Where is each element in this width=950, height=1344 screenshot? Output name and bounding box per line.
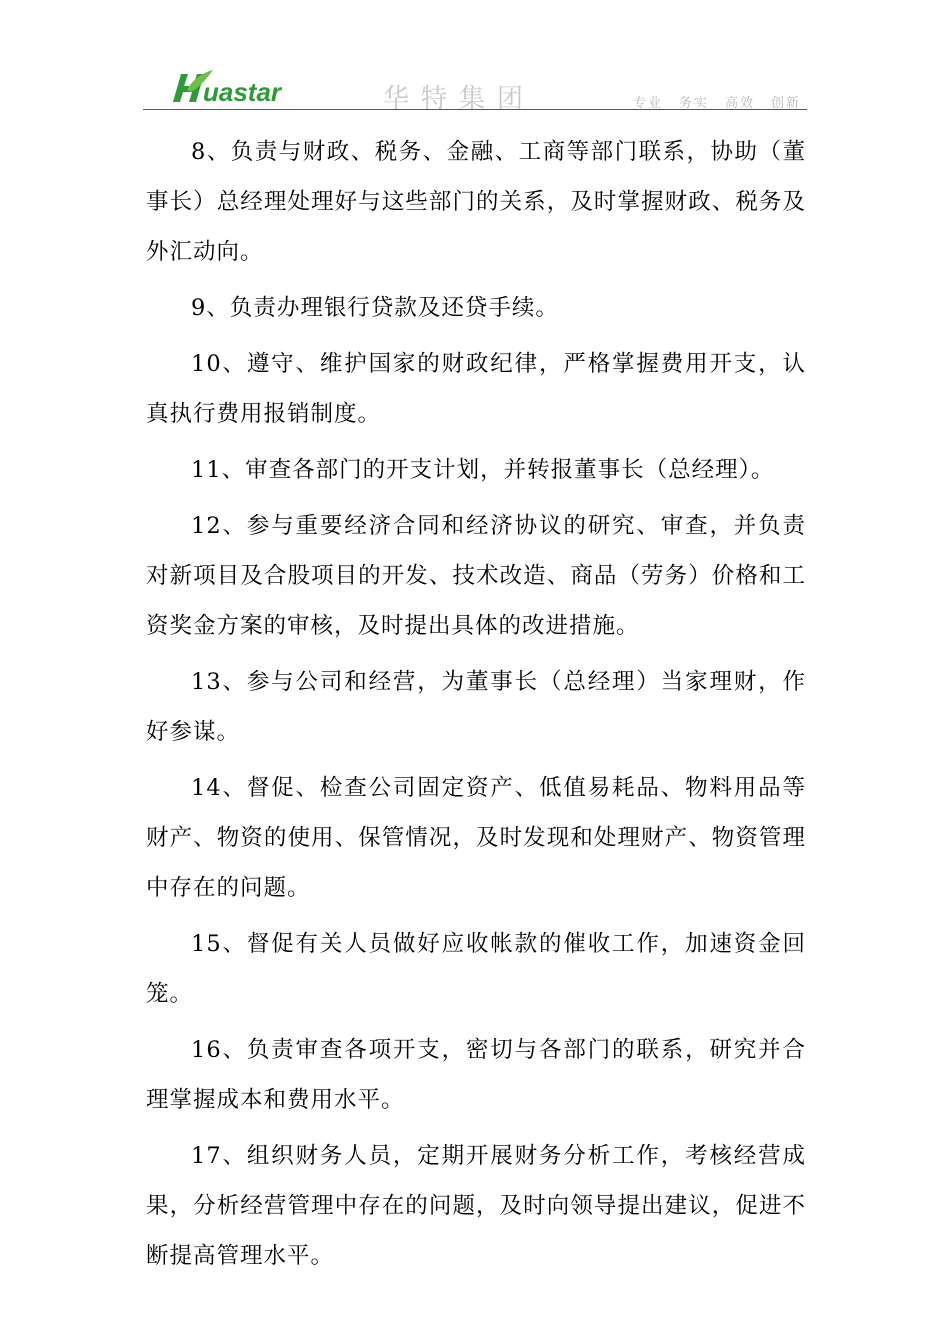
paragraph-9: 9、负责办理银行贷款及还贷手续。 xyxy=(191,295,559,321)
paragraph-17: 17、组织财务人员，定期开展财务分析工作，考核经营成果，分析经营管理中存在的问题，及时向领导提出建议，促进不断提高管理水平。 xyxy=(146,1143,806,1269)
paragraph-15: 15、督促有关人员做好应收帐款的催收工作，加速资金回笼。 xyxy=(146,931,806,1007)
slogan-item: 务实 xyxy=(678,96,709,111)
paragraph-13: 13、参与公司和经营，为董事长（总经理）当家理财，作好参谋。 xyxy=(146,669,806,745)
logo-wordmark: uastar xyxy=(203,77,282,106)
huastar-logo xyxy=(167,68,297,106)
slogan-item: 高效 xyxy=(724,96,755,111)
paragraph-8: 8、负责与财政、税务、金融、工商等部门联系，协助（董事长）总经理处理好与这些部门的关系，及时掌握财政、税务及外汇动向。 xyxy=(146,139,806,265)
page-header xyxy=(143,66,807,114)
paragraph-12: 12、参与重要经济合同和经济协议的研究、审查，并负责对新项目及合股项目的开发、技术改造、商品（劳务）价格和工资奖金方案的审核，及时提出具体的改进措施。 xyxy=(146,513,806,639)
paragraph-14: 14、督促、检查公司固定资产、低值易耗品、物料用品等财产、物资的使用、保管情况，及时发现和处理财产、物资管理中存在的问题。 xyxy=(146,775,806,901)
paragraph-11: 11、审查各部门的开支计划，并转报董事长（总经理）。 xyxy=(191,457,775,483)
header-divider xyxy=(143,109,807,110)
paragraph-10: 10、遵守、维护国家的财政纪律，严格掌握费用开支，认真执行费用报销制度。 xyxy=(146,351,806,427)
document-body xyxy=(146,127,806,1287)
paragraph-16: 16、负责审查各项开支，密切与各部门的联系，研究并合理掌握成本和费用水平。 xyxy=(146,1037,806,1113)
slogan-item: 专业 xyxy=(632,96,663,111)
slogan-item: 创新 xyxy=(770,96,801,111)
company-name: 华特集团 xyxy=(383,84,536,114)
